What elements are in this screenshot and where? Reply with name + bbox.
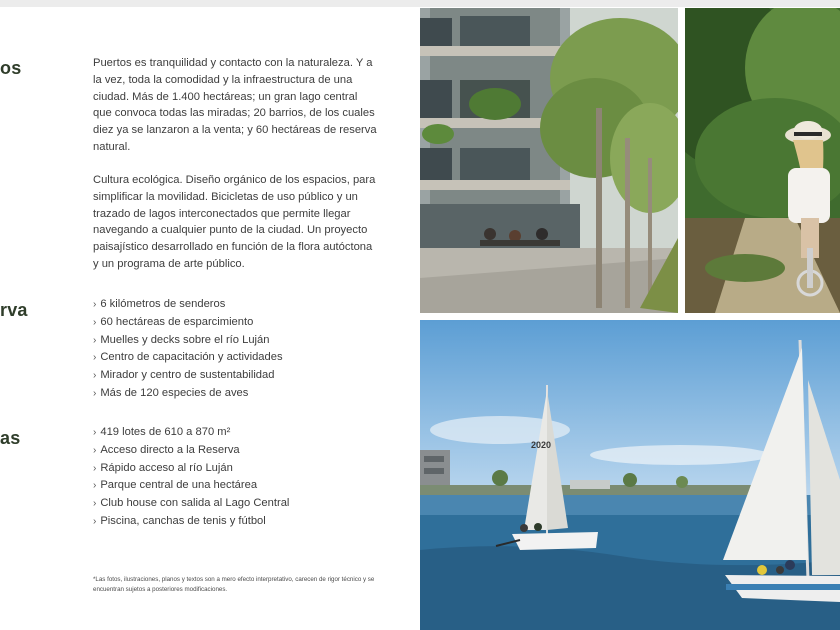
list-item: › 6 kilómetros de senderos [93,298,226,310]
chevron-right-icon: › [93,480,97,492]
ecology-paragraph: Cultura ecológica. Diseño orgánico de los espacios, para simplificar la movilidad. Bicicletas de uso público y un trazado de lagos interconectados que permite llegar navegando a cualquier punto de la ciudad. Un proyecto paisajístico desarrollado en función de la flora autóctona y un programa de arte público. [93,174,376,270]
list-item: › 60 hectáreas de esparcimiento [93,315,254,328]
chevron-right-icon: › [93,316,97,328]
list-item: › Más de 120 especies de aves [93,386,249,399]
top-edge-bar [0,0,840,7]
text-column [0,7,418,630]
chevron-right-icon: › [93,334,97,346]
list-item: › Parque central de una hectárea [93,479,258,492]
list-item: › Piscina, canchas de tenis y fútbol [93,514,266,527]
chevron-right-icon: › [93,444,97,456]
reserve-feature-list [93,296,283,403]
chevron-right-icon: › [93,498,97,510]
intro-paragraph: Puertos es tranquilidad y contacto con la naturaleza. Y a la vez, toda la comodidad y la infraestructura de una ciudad. Más de 1.400 hectáreas; un gran lago central que convoca todas las miradas; 20 barrios, de los cuales diez ya se lanzaron a la venta; y 60 hectáreas de reserva natural. [93,57,377,153]
chevron-right-icon: › [93,462,97,474]
list-item: › Mirador y centro de sustentabilidad [93,369,275,382]
sailing-illustration [420,320,840,630]
sailing-photo [420,320,840,630]
chevron-right-icon: › [93,427,97,438]
list-item: › Club house con salida al Lago Central [93,497,290,510]
section-heading-reserve: rva [0,300,28,320]
chevron-right-icon: › [93,299,97,310]
chevron-right-icon: › [93,370,97,382]
cyclist-illustration [685,8,840,313]
section-heading-lots: as [0,428,21,448]
list-item: › 419 lotes de 610 a 870 m² [93,426,231,438]
sail-number: 2020 [531,440,552,450]
building-photo [420,8,678,313]
chevron-right-icon: › [93,387,97,399]
list-item: › Rápido acceso al río Luján [93,461,233,474]
chevron-right-icon: › [93,515,97,527]
building-illustration [420,8,678,313]
list-item: › Muelles y decks sobre el río Luján [93,333,270,346]
list-item: › Acceso directo a la Reserva [93,443,240,456]
cyclist-photo [685,8,840,313]
disclaimer-note: *Las fotos, ilustraciones, planos y textos son a mero efecto interpretativo, carecen de rigor técnico y se encuentran sujetos a posteriores modificaciones. [93,576,375,593]
list-item: › Centro de capacitación y actividades [93,351,283,364]
lot-feature-list [93,424,289,531]
section-heading-intro: os [0,58,22,78]
chevron-right-icon: › [93,352,97,364]
